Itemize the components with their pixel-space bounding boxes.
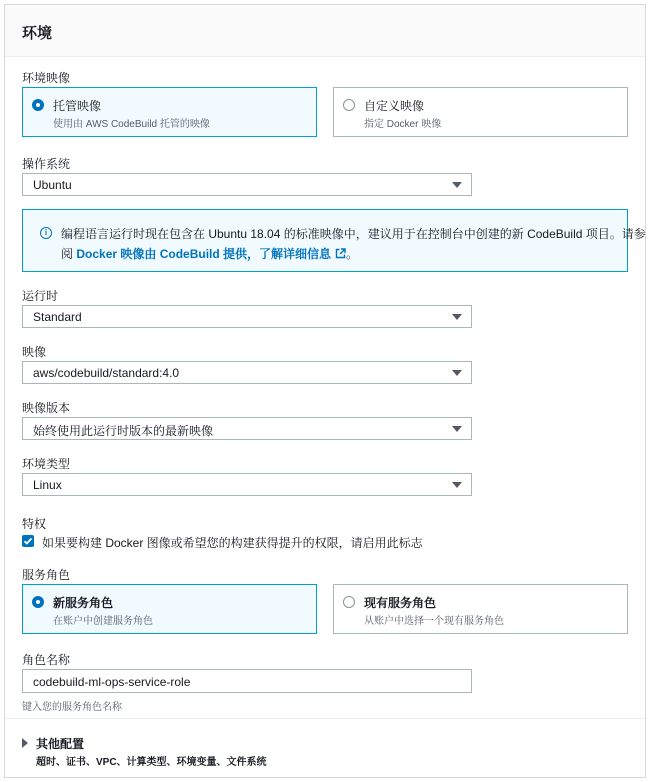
image-label: 映像 xyxy=(22,345,47,359)
environment-type-select[interactable] xyxy=(22,473,472,496)
role-name-value: codebuild-ml-ops-service-role xyxy=(33,675,191,689)
caret-down-icon xyxy=(452,314,462,320)
caret-down-icon xyxy=(452,482,462,488)
managed-image-subtitle: 使用由 AWS CodeBuild 托管的映像 xyxy=(53,119,210,130)
runtime-label: 运行时 xyxy=(22,289,59,303)
additional-config-title[interactable]: 其他配置 xyxy=(36,737,85,751)
image-version-select-value: 始终使用此运行时版本的最新映像 xyxy=(33,424,214,438)
new-service-role-tile[interactable] xyxy=(22,584,317,634)
info-icon: i xyxy=(40,227,52,239)
new-service-role-subtitle: 在账户中创建服务角色 xyxy=(53,616,153,627)
caret-right-icon[interactable] xyxy=(22,738,28,748)
environment-type-select-value: Linux xyxy=(33,478,62,492)
caret-down-icon xyxy=(452,370,462,376)
runtime-select-value: Standard xyxy=(33,310,82,324)
image-version-select[interactable] xyxy=(22,417,472,440)
info-text-suffix: 。 xyxy=(346,247,359,261)
privileged-label: 特权 xyxy=(22,517,47,531)
info-text-prefix: 阅 xyxy=(61,247,77,261)
caret-down-icon xyxy=(452,182,462,188)
custom-image-radio[interactable] xyxy=(343,99,355,111)
custom-image-title: 自定义映像 xyxy=(364,99,425,113)
existing-service-role-title: 现有服务角色 xyxy=(364,596,437,610)
service-role-label: 服务角色 xyxy=(22,568,71,582)
role-name-input[interactable] xyxy=(22,669,472,693)
runtime-select[interactable] xyxy=(22,305,472,328)
divider xyxy=(5,718,645,719)
os-select-value: Ubuntu xyxy=(33,178,72,192)
managed-image-title: 托管映像 xyxy=(53,99,102,113)
info-text-line2 xyxy=(61,245,358,262)
custom-image-tile[interactable] xyxy=(333,87,628,137)
environment-panel xyxy=(4,4,646,778)
existing-service-role-subtitle: 从账户中选择一个现有服务角色 xyxy=(364,616,504,627)
image-select-value: aws/codebuild/standard:4.0 xyxy=(33,366,180,380)
additional-config-subtitle: 超时、证书、VPC、计算类型、环境变量、文件系统 xyxy=(36,757,267,768)
os-label: 操作系统 xyxy=(22,157,71,171)
panel-header xyxy=(5,5,645,57)
managed-image-tile[interactable] xyxy=(22,87,317,137)
new-service-role-radio[interactable] xyxy=(32,596,44,608)
info-text-line1: 编程语言运行时现在包含在 Ubuntu 18.04 的标准映像中，建议用于在控制台中创建的新 CodeBuild 项目。请参 xyxy=(61,227,646,241)
caret-down-icon xyxy=(452,426,462,432)
docker-images-link[interactable]: Docker 映像由 CodeBuild 提供，了解详细信息 xyxy=(76,247,332,261)
custom-image-subtitle: 指定 Docker 映像 xyxy=(364,119,442,130)
role-name-hint: 键入您的服务角色名称 xyxy=(22,702,122,713)
existing-service-role-tile[interactable] xyxy=(333,584,628,634)
external-link-icon[interactable] xyxy=(335,248,346,262)
checkmark-icon xyxy=(22,535,34,547)
environment-type-label: 环境类型 xyxy=(22,457,71,471)
image-select[interactable] xyxy=(22,361,472,384)
os-select[interactable] xyxy=(22,173,472,196)
panel-title: 环境 xyxy=(22,25,53,42)
environment-image-label: 环境映像 xyxy=(22,71,71,85)
existing-service-role-radio[interactable] xyxy=(343,596,355,608)
info-alert xyxy=(22,209,646,272)
new-service-role-title: 新服务角色 xyxy=(53,596,114,610)
privileged-checkbox-label[interactable]: 如果要构建 Docker 图像或希望您的构建获得提升的权限，请启用此标志 xyxy=(42,536,423,550)
role-name-label: 角色名称 xyxy=(22,653,71,667)
privileged-checkbox[interactable] xyxy=(22,535,34,547)
image-version-label: 映像版本 xyxy=(22,401,71,415)
managed-image-radio[interactable] xyxy=(32,99,44,111)
